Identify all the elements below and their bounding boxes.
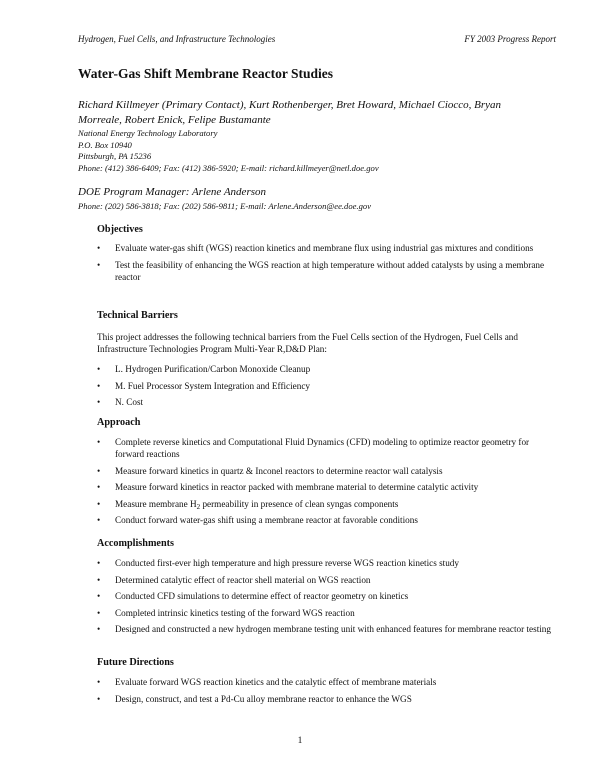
bullet-marker: •	[97, 498, 101, 509]
approach-list	[97, 436, 559, 531]
bullet-marker: •	[97, 482, 101, 492]
section-heading-barriers: Technical Barriers	[97, 310, 178, 321]
affiliation-org: National Energy Technology Laboratory	[78, 128, 218, 138]
paper-title: Water-Gas Shift Membrane Reactor Studies	[78, 66, 333, 81]
list-item	[97, 607, 559, 619]
list-item	[97, 465, 559, 477]
bullet-marker: •	[97, 259, 101, 270]
list-item-text: L. Hydrogen Purification/Carbon Monoxide Cleanup	[115, 364, 311, 374]
list-item-text: Evaluate water-gas shift (WGS) reaction kinetics and membrane flux using industrial gas mixtures and conditions	[115, 243, 534, 253]
h2-text-after: permeability in presence of clean syngas components	[200, 498, 399, 509]
section-heading-objectives: Objectives	[97, 224, 143, 235]
list-item	[97, 557, 559, 569]
barriers-intro: This project addresses the following technical barriers from the Fuel Cells section of the Hydrogen, Fuel Cells and Infrastructure Technologies Program Multi-Year R,D&D Plan:	[97, 332, 518, 354]
list-item-text: Designed and constructed a new hydrogen membrane testing unit with enhanced features for membrane reactor testing	[115, 624, 551, 634]
objectives-list	[97, 242, 559, 287]
list-item	[97, 574, 559, 586]
barriers-list	[97, 363, 559, 413]
list-item	[97, 396, 559, 408]
list-item-text: Measure forward kinetics in quartz & Inconel reactors to determine reactor wall catalysis	[115, 465, 443, 476]
list-item	[97, 380, 559, 392]
section-heading-approach: Approach	[97, 417, 141, 428]
page-number: 1	[297, 736, 303, 746]
bullet-marker: •	[97, 437, 101, 447]
bullet-marker: •	[97, 677, 101, 687]
list-item-text: Measure forward kinetics in reactor packed with membrane material to determine catalytic activity	[115, 482, 479, 492]
list-item-text: Test the feasibility of enhancing the WGS reaction at high temperature without added catalysts by using a membrane reactor	[115, 259, 545, 282]
list-item-text: M. Fuel Processor System Integration and Efficiency	[115, 380, 311, 391]
list-item-text: N. Cost	[115, 397, 144, 407]
affiliation-box: P.O. Box 10940	[78, 139, 132, 150]
list-item	[97, 259, 559, 283]
list-item-text: Evaluate forward WGS reaction kinetics and the catalytic effect of membrane materials	[115, 677, 437, 687]
list-item-text: Design, construct, and test a Pd-Cu alloy membrane reactor to enhance the WGS	[115, 693, 412, 704]
list-item-text: Conducted CFD simulations to determine effect of reactor geometry on kinetics	[115, 591, 409, 601]
bullet-marker: •	[97, 380, 101, 391]
h2-text-before: Measure membrane H	[115, 498, 197, 509]
affiliation-block	[78, 128, 558, 174]
list-item	[97, 590, 559, 602]
section-heading-future: Future Directions	[97, 657, 174, 668]
bullet-marker: •	[97, 243, 101, 253]
list-item	[97, 498, 559, 510]
list-item	[97, 363, 559, 375]
running-header-left: Hydrogen, Fuel Cells, and Infrastructure Technologies	[78, 34, 276, 44]
affiliation-contact: Phone: (412) 386-6409; Fax: (412) 386-5920; E-mail: richard.killmeyer@netl.doe.gov	[78, 162, 379, 173]
author-list: Richard Killmeyer (Primary Contact), Kurt Rothenberger, Bret Howard, Michael Ciocco, Bryan Morreale, Robert Enick, Felipe Bustamante	[78, 99, 502, 126]
list-item	[97, 676, 559, 688]
list-item-text: Conduct forward water-gas shift using a membrane reactor at favorable conditions	[115, 515, 418, 525]
list-item	[97, 436, 559, 460]
list-item	[97, 242, 559, 254]
list-item	[97, 693, 559, 705]
list-item	[97, 481, 559, 493]
running-header	[78, 34, 556, 44]
list-item-text	[115, 499, 398, 509]
list-item	[97, 623, 559, 635]
bullet-marker: •	[97, 574, 101, 585]
running-header-right: FY 2003 Progress Report	[464, 34, 556, 44]
accomplishments-list	[97, 557, 559, 640]
bullet-marker: •	[97, 397, 101, 407]
program-manager: DOE Program Manager: Arlene Anderson	[78, 186, 266, 198]
bullet-marker: •	[97, 591, 101, 601]
bullet-marker: •	[97, 624, 101, 634]
affiliation-city: Pittsburgh, PA 15236	[78, 151, 152, 162]
list-item-text: Complete reverse kinetics and Computational Fluid Dynamics (CFD) modeling to optimize reactor geometry for forward reactions	[115, 437, 530, 459]
bullet-marker: •	[97, 515, 101, 525]
bullet-marker: •	[97, 607, 101, 618]
list-item-text: Conducted first-ever high temperature and high pressure reverse WGS reaction kinetics study	[115, 558, 459, 568]
list-item-text: Completed intrinsic kinetics testing of the forward WGS reaction	[115, 607, 355, 618]
bullet-marker: •	[97, 465, 101, 476]
list-item	[97, 514, 559, 526]
program-manager-contact: Phone: (202) 586-3818; Fax: (202) 586-9811; E-mail: Arlene.Anderson@ee.doe.gov	[78, 201, 372, 211]
list-item-text: Determined catalytic effect of reactor shell material on WGS reaction	[115, 574, 371, 585]
h2-subscript: 2	[196, 502, 201, 511]
bullet-marker: •	[97, 364, 101, 374]
future-list	[97, 676, 559, 709]
bullet-marker: •	[97, 558, 101, 568]
bullet-marker: •	[97, 693, 101, 704]
section-heading-accomplishments: Accomplishments	[97, 538, 174, 549]
